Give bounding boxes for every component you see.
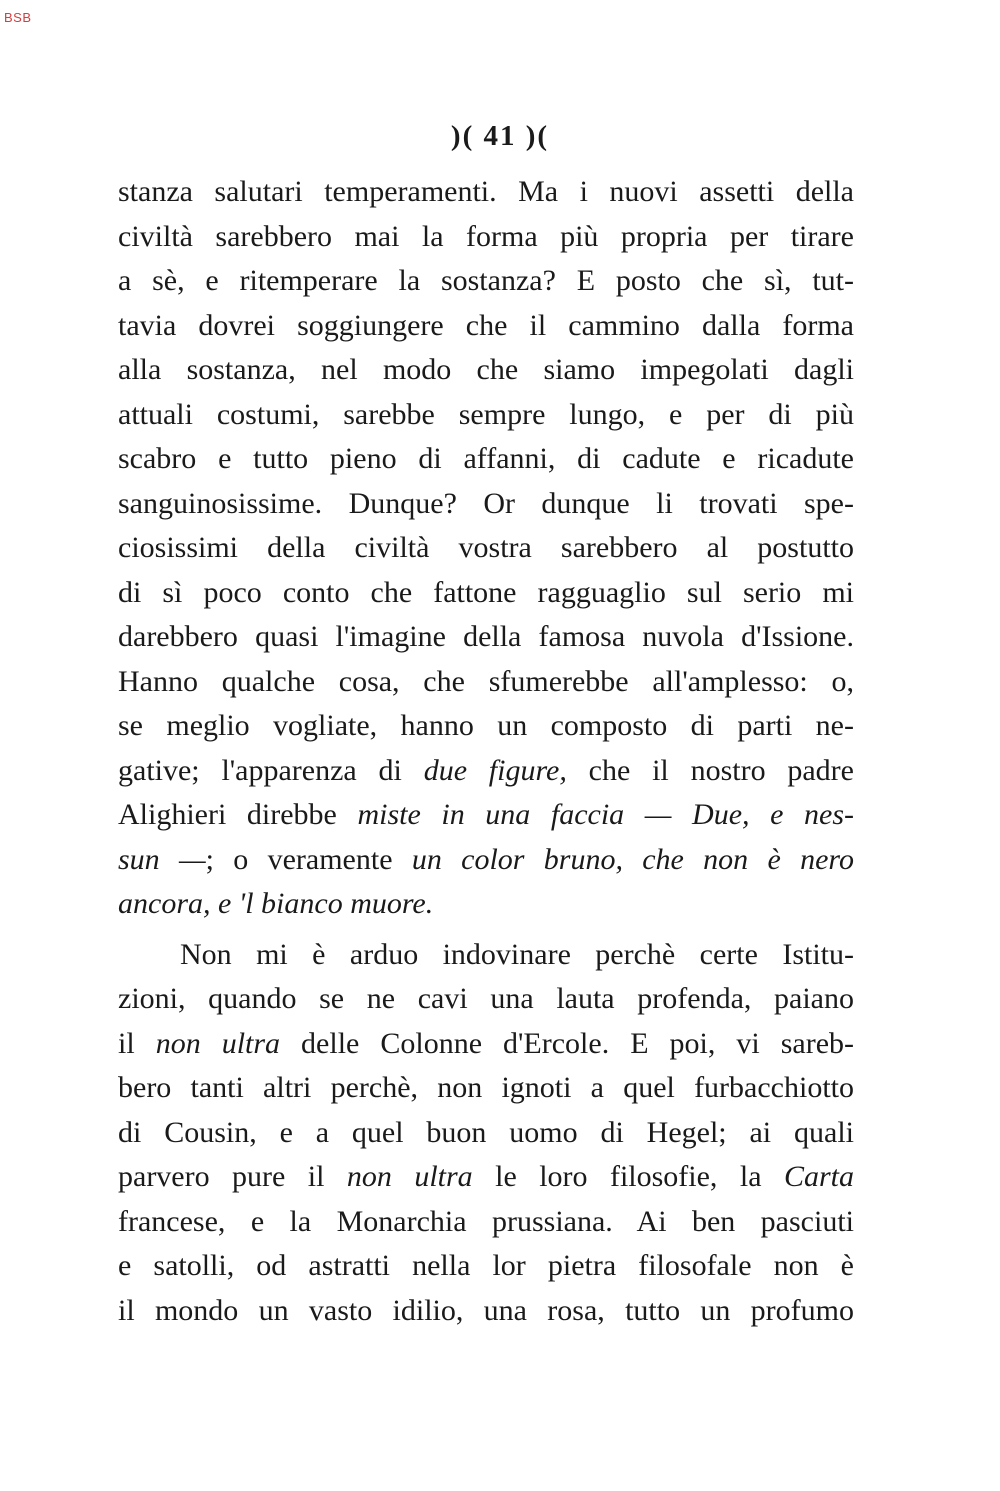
library-watermark: BSB xyxy=(4,10,32,25)
text-line: scabro e tutto pieno di affanni, di cadute e ricadute xyxy=(118,442,854,475)
text-line: stanza salutari temperamenti. Ma i nuovi assetti della xyxy=(118,175,854,208)
italic-segment: ancora, e 'l bianco muore. xyxy=(118,887,434,920)
body-text xyxy=(118,170,854,1333)
text-line: sanguinosissime. Dunque? Or dunque li trovati spe- xyxy=(118,486,854,520)
text-line: bero tanti altri perchè, non ignoti a quel furbacchiotto xyxy=(118,1071,854,1104)
text-line: alla sostanza, nel modo che siamo impegolati dagli xyxy=(118,353,854,386)
text-line: a sè, e ritemperare la sostanza? E posto che sì, tut- xyxy=(118,264,854,297)
text-segment: delle Colonne d'Ercole. E poi, vi sareb- xyxy=(280,1026,854,1060)
text-line: tavia dovrei soggiungere che il cammino dalla forma xyxy=(118,308,854,342)
text-line: Hanno qualche cosa, che sfumerebbe all'amplesso: o, xyxy=(118,664,854,698)
text-line xyxy=(118,1155,854,1200)
text-segment: gative; l'apparenza di xyxy=(118,753,424,787)
text-line xyxy=(118,838,854,883)
text-segment: parvero pure il xyxy=(118,1160,347,1193)
text-line: civiltà sarebbero mai la forma più propria per tirare xyxy=(118,219,854,253)
text-line: zioni, quando se ne cavi una lauta profenda, paiano xyxy=(118,982,854,1015)
text-segment: che il nostro padre xyxy=(566,753,854,787)
italic-segment: non ultra xyxy=(346,1160,473,1193)
italic-segment: miste in una faccia — Due, e nes- xyxy=(357,798,854,831)
text-line xyxy=(118,1022,854,1067)
text-line xyxy=(118,882,854,927)
text-segment: ; o veramente xyxy=(205,842,412,876)
italic-segment: sun — xyxy=(118,842,206,876)
page-number: )( 41 )( xyxy=(450,120,550,152)
italic-segment: un color bruno, che non è nero xyxy=(411,842,854,876)
italic-segment: Carta xyxy=(783,1160,854,1193)
text-line: di Cousin, e a quel buon uomo di Hegel; ai quali xyxy=(118,1115,854,1149)
text-line: francese, e la Monarchia prussiana. Ai ben pasciuti xyxy=(118,1204,854,1238)
text-segment: Alighieri direbbe xyxy=(118,798,358,831)
text-line: se meglio vogliate, hanno un composto di parti ne- xyxy=(118,709,854,742)
italic-segment: due figure, xyxy=(423,753,567,787)
text-segment: le loro filosofie, la xyxy=(472,1160,784,1193)
text-line: ciosissimi della civiltà vostra sarebbero al postutto xyxy=(118,531,854,564)
text-line: e satolli, od astratti nella lor pietra filosofale non è xyxy=(118,1249,854,1282)
text-line: darebbero quasi l'imagine della famosa nuvola d'Issione. xyxy=(118,620,854,653)
text-line: il mondo un vasto idilio, una rosa, tutto un profumo xyxy=(118,1293,854,1327)
text-line xyxy=(118,749,854,794)
text-segment: il xyxy=(118,1026,156,1060)
text-line: attuali costumi, sarebbe sempre lungo, e per di più xyxy=(118,397,854,431)
paragraph-first-line: Non mi è arduo indovinare perchè certe Istitu- xyxy=(180,937,854,971)
text-line: di sì poco conto che fattone ragguaglio sul serio mi xyxy=(118,575,854,609)
text-line xyxy=(118,793,854,838)
italic-segment: non ultra xyxy=(155,1026,281,1060)
